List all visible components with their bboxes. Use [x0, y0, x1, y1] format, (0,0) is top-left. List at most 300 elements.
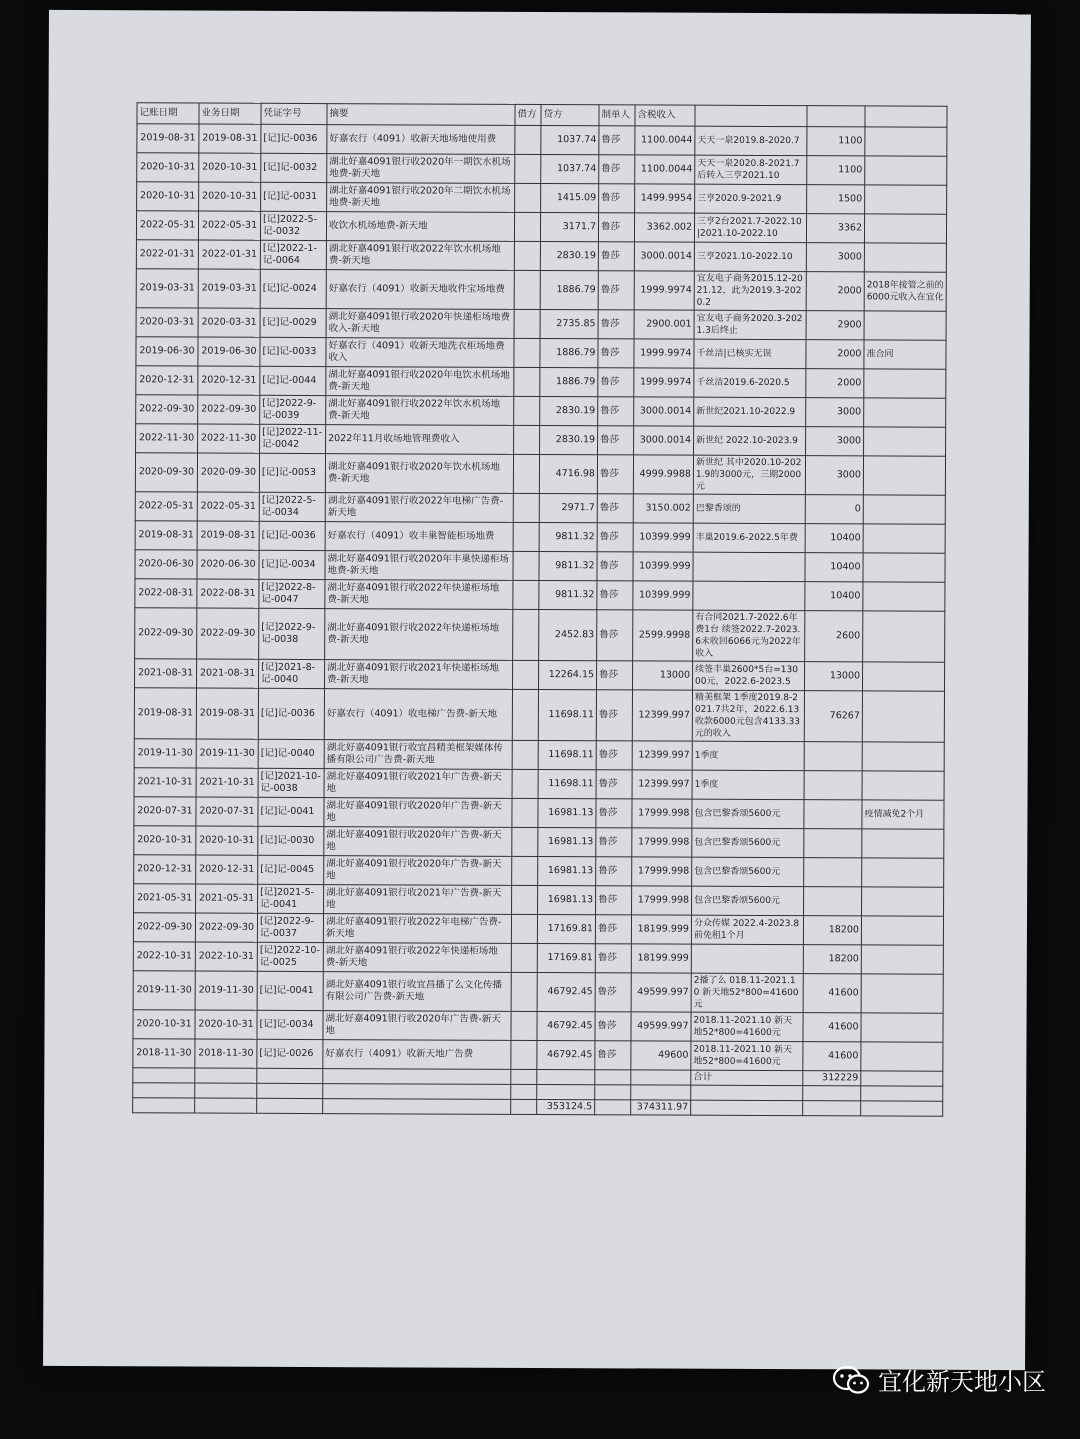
cell-c1: 2018-11-30 — [133, 1039, 195, 1068]
cell-c7: 鲁莎 — [598, 271, 634, 310]
cell-c4: 湖北好嘉4091银行收2022年电梯广告费-新天地 — [323, 914, 511, 944]
table-row — [135, 453, 945, 496]
cell-c1: 2022-05-31 — [135, 492, 197, 521]
cell-c9: 包含巴黎香颂5600元 — [692, 857, 804, 886]
cell-c10: 10400 — [805, 524, 863, 553]
cell-c7: 鲁莎 — [596, 828, 632, 857]
total-income: 374311.97 — [631, 1100, 691, 1115]
table-row — [136, 240, 946, 273]
cell-c7: 鲁莎 — [599, 155, 635, 184]
table-row — [135, 659, 945, 692]
cell-c2: 2020-10-31 — [199, 153, 261, 182]
cell-c10: 1100 — [807, 156, 865, 185]
cell-c10 — [804, 858, 862, 887]
cell-c1: 2020-12-31 — [136, 366, 198, 395]
cell-c6: 9811.32 — [539, 581, 597, 610]
cell-c2: 2022-10-31 — [195, 942, 257, 971]
cell-c3: [记]记-0053 — [259, 453, 325, 492]
cell-c5 — [513, 580, 539, 609]
table-row — [134, 739, 944, 772]
cell-c1: 2020-03-31 — [136, 308, 198, 337]
cell-c6: 2830.19 — [540, 397, 598, 426]
cell-c11: 疫情减免2个月 — [862, 800, 944, 829]
cell-c11 — [861, 1042, 943, 1071]
cell-c6: 9811.32 — [539, 552, 597, 581]
cell-c11 — [862, 691, 944, 742]
cell-c5 — [514, 425, 540, 454]
cell-c8: 12399.997 — [632, 690, 692, 741]
cell-c7: 鲁莎 — [596, 799, 632, 828]
cell-c9: 三亨2020.9-2021.9 — [695, 184, 807, 213]
cell-c2: 2019-08-31 — [199, 124, 261, 153]
cell-c8: 49600 — [631, 1041, 691, 1070]
cell-c1: 2022-09-30 — [133, 913, 195, 942]
table-row — [133, 971, 943, 1014]
cell-c9 — [691, 944, 803, 973]
cell-c6: 11698.11 — [538, 741, 596, 770]
cell-c8: 12399.997 — [632, 741, 692, 770]
watermark — [832, 1362, 1046, 1397]
cell-c7: 鲁莎 — [598, 339, 634, 368]
cell-c7: 鲁莎 — [598, 213, 634, 242]
cell-c10 — [804, 887, 862, 916]
cell-c2: 2020-10-31 — [199, 182, 261, 211]
cell-c3: [记]2022-11-记-0042 — [260, 424, 326, 453]
cell-c4: 湖北好嘉4091银行收2020年二期饮水机场地费-新天地 — [327, 183, 515, 213]
cell-c1: 2019-08-31 — [134, 688, 196, 739]
cell-c9: 新世纪 2022.10-2023.9 — [694, 426, 806, 455]
cell-c3: [记]记-0036 — [261, 124, 327, 153]
cell-c4: 好嘉农行（4091）收电梯广告费-新天地 — [324, 689, 512, 741]
table-row — [137, 153, 947, 186]
cell-c6: 16981.13 — [538, 828, 596, 857]
cell-c8: 1100.0044 — [635, 155, 695, 184]
cell-c2: 2020-06-30 — [197, 550, 259, 579]
cell-c10: 41600 — [803, 1013, 861, 1042]
cell-c1: 2019-08-31 — [135, 521, 197, 550]
cell-c2: 2020-03-31 — [198, 308, 260, 337]
cell-c1: 2020-10-31 — [134, 826, 196, 855]
table-row — [136, 269, 946, 312]
cell-c7: 鲁莎 — [595, 944, 631, 973]
cell-c6: 1886.79 — [540, 339, 598, 368]
table-row — [134, 884, 944, 917]
cell-c4: 湖北好嘉4091银行收宜昌播了么文化传播有限公司广告费-新天地 — [323, 972, 511, 1012]
cell-c11 — [862, 829, 944, 858]
table-row — [136, 366, 946, 399]
cell-c8: 2599.9998 — [633, 610, 693, 661]
cell-c8: 3000.0014 — [634, 242, 694, 271]
cell-c10: 2000 — [806, 369, 864, 398]
cell-c10: 41600 — [803, 974, 861, 1013]
cell-c6: 2735.85 — [540, 310, 598, 339]
cell-c2: 2020-10-31 — [195, 1010, 257, 1039]
cell-c1: 2019-06-30 — [136, 337, 198, 366]
cell-c7: 鲁莎 — [596, 741, 632, 770]
table-row — [137, 182, 947, 215]
cell-c11 — [862, 887, 944, 916]
cell-c4: 湖北好嘉4091银行收宜昌精美框架媒体传播有限公司广告费-新天地 — [324, 740, 512, 770]
header-cell: 贷方 — [541, 105, 599, 126]
cell-c11 — [861, 974, 943, 1013]
cell-c5 — [513, 454, 539, 493]
cell-c2: 2022-09-30 — [195, 913, 257, 942]
cell-c7: 鲁莎 — [597, 494, 633, 523]
cell-c2: 2022-05-31 — [198, 211, 260, 240]
cell-c6: 3171.7 — [540, 213, 598, 242]
cell-c10: 2000 — [806, 340, 864, 369]
cell-c3: [记]记-0036 — [259, 521, 325, 550]
cell-c3: [记]记-0033 — [260, 337, 326, 366]
cell-c11 — [861, 945, 943, 974]
cell-c1: 2022-01-31 — [136, 240, 198, 269]
cell-c8: 3362.002 — [634, 213, 694, 242]
cell-c1: 2020-12-31 — [134, 855, 196, 884]
cell-c1: 2022-09-30 — [135, 608, 197, 659]
table-row — [136, 337, 946, 370]
cell-c3: [记]记-0041 — [257, 971, 323, 1010]
cell-c10: 10400 — [805, 553, 863, 582]
cell-c5 — [515, 154, 541, 183]
cell-c8: 18199.999 — [631, 915, 691, 944]
cell-c9: 巴黎香颂的 — [693, 494, 805, 523]
cell-c4: 湖北好嘉4091银行收2020年广告费-新天地 — [323, 1011, 511, 1041]
cell-c6: 9811.32 — [539, 523, 597, 552]
cell-c9: 丰巢2019.6-2022.5年费 — [693, 523, 805, 552]
cell-c6: 1886.79 — [540, 368, 598, 397]
cell-c2: 2020-12-31 — [198, 366, 260, 395]
cell-c9: 新世纪2021.10-2022.9 — [694, 397, 806, 426]
table-row — [134, 688, 944, 743]
cell-c4: 湖北好嘉4091银行收2020年饮水机场地费-新天地 — [325, 454, 513, 494]
cell-c11 — [863, 553, 945, 582]
cell-c4: 湖北好嘉4091银行收2022年饮水机场地费-新天地 — [326, 241, 514, 271]
cell-c5 — [514, 309, 540, 338]
cell-c5 — [512, 885, 538, 914]
cell-c5 — [511, 1011, 537, 1040]
cell-c7: 鲁莎 — [597, 661, 633, 690]
cell-c5 — [514, 270, 540, 309]
cell-c2: 2018-11-30 — [195, 1039, 257, 1068]
cell-c5 — [515, 125, 541, 154]
cell-c10: 10400 — [805, 582, 863, 611]
cell-c6: 2452.83 — [539, 610, 597, 661]
cell-c2: 2019-11-30 — [195, 971, 257, 1010]
cell-c5 — [511, 914, 537, 943]
cell-c6: 11698.11 — [538, 770, 596, 799]
table-row — [135, 550, 945, 583]
cell-c4: 好嘉农行（4091）收新天地场地使用费 — [327, 125, 515, 155]
cell-c1: 2020-10-31 — [137, 153, 199, 182]
cell-c1: 2021-10-31 — [134, 768, 196, 797]
table-row — [133, 1010, 943, 1043]
table-row — [134, 768, 944, 801]
cell-c7: 鲁莎 — [597, 581, 633, 610]
table-row — [135, 608, 945, 663]
cell-c9: 包含巴黎香颂5600元 — [692, 828, 804, 857]
cell-c4: 好嘉农行（4091）收丰巢智能柜场地费 — [325, 522, 513, 552]
cell-c8: 17999.998 — [632, 857, 692, 886]
cell-c5 — [512, 689, 538, 740]
cell-c4: 好嘉农行（4091）收新天地洗衣柜场地费收入 — [326, 338, 514, 368]
cell-c8: 49599.997 — [631, 973, 691, 1012]
cell-c10: 41600 — [803, 1042, 861, 1071]
cell-c5 — [514, 212, 540, 241]
cell-c5 — [512, 798, 538, 827]
cell-c9: 续签丰巢2600*5台=13000元，2022.6-2023.5 — [693, 661, 805, 690]
table-row — [136, 308, 946, 341]
wechat-official-account-icon — [832, 1365, 870, 1395]
cell-c4: 湖北好嘉4091银行收2020年丰巢快递柜场地费-新天地 — [325, 551, 513, 581]
cell-c4: 2022年11月收场地管理费收入 — [326, 425, 514, 455]
cell-c8: 1999.9974 — [634, 368, 694, 397]
cell-c10: 76267 — [804, 691, 862, 742]
cell-c4: 湖北好嘉4091银行收2020年电饮水机场地费-新天地 — [326, 367, 514, 397]
cell-c8: 49599.997 — [631, 1012, 691, 1041]
cell-c5 — [511, 1040, 537, 1069]
cell-c3: [记]2022-9-记-0039 — [260, 395, 326, 424]
total-credit: 353124.5 — [537, 1100, 595, 1115]
cell-c9 — [693, 552, 805, 581]
cell-c1: 2019-11-30 — [134, 739, 196, 768]
cell-c3: [记]2021-10-记-0038 — [258, 768, 324, 797]
header-cell: 记账日期 — [137, 103, 199, 124]
cell-c6: 17169.81 — [537, 944, 595, 973]
cell-c7: 鲁莎 — [596, 886, 632, 915]
cell-c8: 10399.999 — [633, 523, 693, 552]
cell-c6: 16981.13 — [538, 857, 596, 886]
cell-c6: 46792.45 — [537, 973, 595, 1012]
cell-c9: 2018.11-2021.10 新天地52*800=41600元 — [691, 1012, 803, 1041]
cell-c2: 2022-08-31 — [197, 579, 259, 608]
cell-c4: 湖北好嘉4091银行收2020年快递柜场地费收入-新天地 — [326, 309, 514, 339]
cell-c11 — [864, 311, 946, 340]
cell-c3: [记]记-0040 — [258, 739, 324, 768]
cell-c9: 2播了么 018.11-2021.10 新天地52*800=41600元 — [691, 973, 803, 1012]
cell-c1: 2022-05-31 — [136, 211, 198, 240]
header-cell: 制单人 — [599, 105, 635, 126]
cell-c2: 2021-08-31 — [197, 659, 259, 688]
cell-c6: 1886.79 — [540, 271, 598, 310]
cell-c3: [记]2022-10-记-0025 — [257, 942, 323, 971]
cell-c8: 12399.997 — [632, 770, 692, 799]
cell-c7: 鲁莎 — [596, 857, 632, 886]
cell-c1: 2020-06-30 — [135, 550, 197, 579]
cell-c7: 鲁莎 — [597, 523, 633, 552]
cell-c4: 好嘉农行（4091）收新天地广告费 — [323, 1040, 511, 1070]
cell-c5 — [512, 827, 538, 856]
cell-c6: 16981.13 — [538, 886, 596, 915]
cell-c3: [记]记-0041 — [258, 797, 324, 826]
header-cell — [695, 105, 807, 126]
cell-c10: 3000 — [806, 427, 864, 456]
cell-c3: [记]记-0034 — [257, 1010, 323, 1039]
cell-c6: 1415.09 — [541, 184, 599, 213]
cell-c11 — [863, 524, 945, 553]
cell-c4: 湖北好嘉4091银行收2022年快递柜场地费-新天地 — [325, 580, 513, 610]
cell-c3: [记]记-0044 — [260, 366, 326, 395]
cell-c10: 1100 — [807, 127, 865, 156]
cell-c2: 2022-01-31 — [198, 240, 260, 269]
cell-c3: [记]2022-9-记-0038 — [259, 608, 325, 659]
cell-c1: 2021-08-31 — [135, 659, 197, 688]
cell-c9: 宜友电子商务2015.12-2021.12，此为2019.3-2020.2 — [694, 271, 806, 310]
cell-c11 — [864, 427, 946, 456]
cell-c2: 2019-08-31 — [196, 688, 258, 739]
cell-c9: 天天一泉2019.8-2020.7 — [695, 126, 807, 155]
cell-c10 — [804, 829, 862, 858]
cell-c2: 2019-03-31 — [198, 269, 260, 308]
cell-c1: 2022-10-31 — [133, 942, 195, 971]
cell-c1: 2020-10-31 — [133, 1010, 195, 1039]
cell-c5 — [513, 493, 539, 522]
cell-c10 — [804, 800, 862, 829]
cell-c9: 三亨2021.10-2022.10 — [694, 242, 806, 271]
cell-c4: 湖北好嘉4091银行收2020年一期饮水机场地费-新天地 — [327, 154, 515, 184]
cell-c8: 13000 — [633, 661, 693, 690]
cell-c6: 16981.13 — [538, 799, 596, 828]
cell-c8: 4999.9988 — [633, 455, 693, 494]
cell-c5 — [513, 660, 539, 689]
cell-c3: [记]2022-5-记-0034 — [259, 492, 325, 521]
cell-c7: 鲁莎 — [595, 973, 631, 1012]
ledger-table — [132, 102, 947, 1117]
header-cell: 业务日期 — [199, 103, 261, 124]
cell-c1: 2022-09-30 — [136, 395, 198, 424]
cell-c2: 2019-06-30 — [198, 337, 260, 366]
cell-c3: [记]记-0032 — [261, 153, 327, 182]
cell-c9: 有合同2021.7-2022.6年费1台 续签2022.7-2023.6未收回6066元为2022年收入 — [693, 610, 805, 661]
cell-c3: [记]记-0031 — [261, 182, 327, 211]
header-cell: 借方 — [515, 104, 541, 125]
cell-c4: 湖北好嘉4091银行收2022年饮水机场地费-新天地 — [326, 396, 514, 426]
table-row — [135, 579, 945, 612]
cell-c5 — [512, 856, 538, 885]
cell-c7: 鲁莎 — [597, 455, 633, 494]
cell-c6: 11698.11 — [538, 690, 596, 741]
cell-c7: 鲁莎 — [596, 690, 632, 741]
cell-c9: 包含巴黎香颂5600元 — [692, 886, 804, 915]
cell-c6: 12264.15 — [539, 661, 597, 690]
cell-c11 — [862, 742, 944, 771]
cell-c11 — [861, 916, 943, 945]
cell-c11: 2018年接管之前的6000元收入在宜化 — [864, 272, 946, 311]
cell-c11 — [864, 398, 946, 427]
cell-c7: 鲁莎 — [595, 915, 631, 944]
cell-c6: 2830.19 — [540, 426, 598, 455]
totals-row — [133, 1098, 943, 1117]
header-cell: 含税收入 — [635, 105, 695, 126]
cell-c11 — [865, 185, 947, 214]
cell-c2: 2021-10-31 — [196, 768, 258, 797]
table-row — [134, 797, 944, 830]
cell-c8: 1999.9974 — [634, 339, 694, 368]
cell-c4: 收饮水机场地费-新天地 — [326, 212, 514, 242]
cell-c1: 2020-07-31 — [134, 797, 196, 826]
cell-c11 — [863, 495, 945, 524]
cell-c6: 46792.45 — [537, 1041, 595, 1070]
cell-c10: 18200 — [803, 916, 861, 945]
table-row — [136, 424, 946, 457]
cell-c3: [记]2022-5-记-0032 — [260, 211, 326, 240]
cell-c10: 2900 — [806, 311, 864, 340]
header-cell — [807, 106, 865, 127]
cell-c2: 2020-10-31 — [196, 826, 258, 855]
cell-c2: 2021-05-31 — [196, 884, 258, 913]
cell-c2: 2022-09-30 — [198, 395, 260, 424]
cell-c5 — [513, 609, 539, 660]
cell-c9: 分众传媒 2022.4-2023.8前免租1个月 — [691, 915, 803, 944]
cell-c11 — [863, 582, 945, 611]
cell-c1: 2022-11-30 — [136, 424, 198, 453]
cell-c5 — [511, 943, 537, 972]
cell-c3: [记]记-0030 — [258, 826, 324, 855]
cell-c10: 3000 — [806, 243, 864, 272]
cell-c8: 1100.0044 — [635, 126, 695, 155]
cell-c2: 2019-08-31 — [197, 521, 259, 550]
cell-c10 — [804, 771, 862, 800]
cell-c11: 准合同 — [864, 340, 946, 369]
cell-c5 — [514, 367, 540, 396]
cell-c9: 宜友电子商务2020.3-2021.3后终止 — [694, 310, 806, 339]
table-row — [133, 913, 943, 946]
cell-c2: 2022-05-31 — [197, 492, 259, 521]
cell-c9 — [693, 581, 805, 610]
cell-c10: 2000 — [806, 272, 864, 311]
cell-c4: 湖北好嘉4091银行收2022年电梯广告费-新天地 — [325, 493, 513, 523]
cell-c4: 湖北好嘉4091银行收2020年广告费-新天地 — [324, 798, 512, 828]
cell-c8: 18199.999 — [631, 944, 691, 973]
cell-c11 — [864, 369, 946, 398]
cell-c4: 湖北好嘉4091银行收2020年广告费-新天地 — [324, 827, 512, 857]
cell-c7: 鲁莎 — [598, 368, 634, 397]
cell-c7: 鲁莎 — [597, 610, 633, 661]
cell-c1: 2021-05-31 — [134, 884, 196, 913]
cell-c1: 2019-03-31 — [136, 269, 198, 308]
cell-c9: 精美框架 1季度2019.8-2021.7共2年，2022.6.13收款6000元包含4133.33元的收入 — [692, 690, 804, 741]
cell-c6: 17169.81 — [537, 915, 595, 944]
table-row — [133, 1039, 943, 1072]
cell-c3: [记]2022-1-记-0064 — [260, 240, 326, 269]
cell-c4: 湖北好嘉4091银行收2021年快递柜场地费-新天地 — [325, 660, 513, 690]
table-row — [134, 855, 944, 888]
cell-c10: 18200 — [803, 945, 861, 974]
header-cell: 摘要 — [327, 104, 515, 126]
cell-c6: 2830.19 — [540, 242, 598, 271]
cell-c2: 2019-11-30 — [196, 739, 258, 768]
table-row — [136, 395, 946, 428]
cell-c5 — [514, 241, 540, 270]
cell-c11 — [862, 771, 944, 800]
summary-label: 合计 — [691, 1070, 803, 1085]
cell-c3: [记]记-0024 — [260, 269, 326, 308]
cell-c9: 2018.11-2021.10 新天地52*800=41600元 — [691, 1041, 803, 1070]
cell-c10: 3362 — [806, 214, 864, 243]
cell-c5 — [514, 396, 540, 425]
ledger-body — [133, 124, 947, 1072]
cell-c2: 2020-12-31 — [196, 855, 258, 884]
table-row — [135, 521, 945, 554]
cell-c11 — [862, 662, 944, 691]
cell-c4: 湖北好嘉4091银行收2022年快递柜场地费-新天地 — [323, 943, 511, 973]
cell-c4: 湖北好嘉4091银行收2022年快递柜场地费-新天地 — [325, 609, 513, 661]
cell-c9: 1季度 — [692, 770, 804, 799]
cell-c6: 2971.7 — [539, 494, 597, 523]
table-row — [136, 211, 946, 244]
cell-c7: 鲁莎 — [598, 397, 634, 426]
cell-c8: 17999.998 — [632, 886, 692, 915]
cell-c3: [记]记-0036 — [258, 688, 324, 739]
